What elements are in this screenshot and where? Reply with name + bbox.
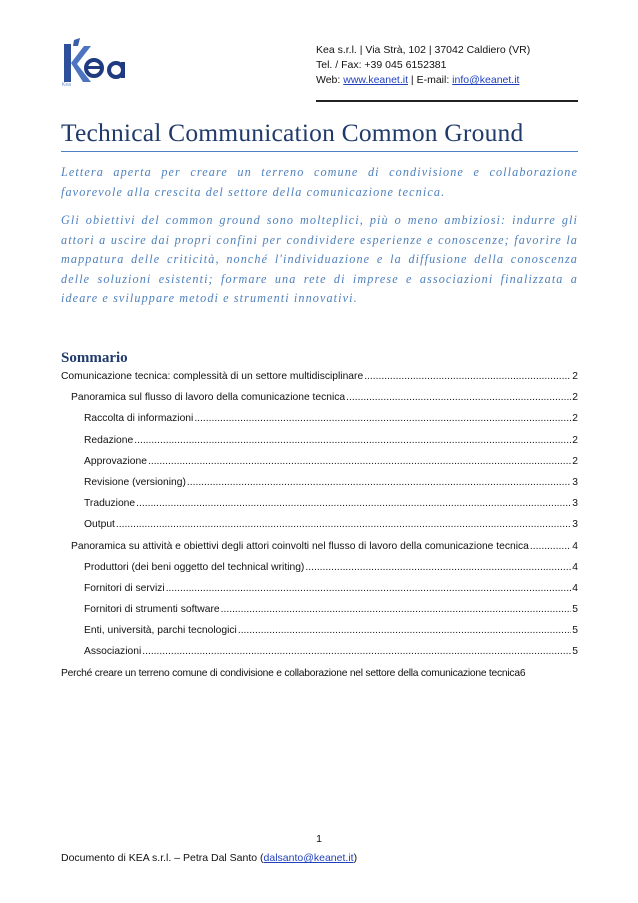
toc-entry-page: 2 — [572, 413, 578, 425]
intro-paragraph-2: Gli obiettivi del common ground sono molteplici, più o meno ambiziosi: indurre gli attori a uscire dai propri confini per condividere esperienze e conoscenze; favorire la mappatura delle criticità, nonché l'individuazione e la diffusione della conoscenza delle soluzioni esistenti; formare una rete di imprese e associazioni finalizzata a ideare e sviluppare metodi e strumenti innovativi. — [61, 213, 578, 305]
toc-entry-page: 2 — [572, 455, 578, 467]
toc-leader — [305, 562, 571, 573]
email-label: | E-mail: — [408, 74, 453, 86]
toc-leader — [142, 646, 571, 657]
kea-logo — [60, 36, 140, 88]
title-underline — [61, 151, 578, 152]
toc-entry[interactable] — [61, 541, 578, 562]
footer-text-end: ) — [353, 852, 358, 864]
web-label: Web: — [316, 74, 344, 86]
toc-title: Sommario — [61, 350, 128, 366]
toc-entry[interactable] — [61, 625, 578, 646]
toc-leader — [238, 625, 571, 636]
toc-leader — [194, 413, 571, 424]
toc-entry[interactable] — [61, 562, 578, 583]
toc-entry-label: Associazioni — [84, 646, 142, 658]
document-title: Technical Communication Common Ground — [61, 118, 524, 147]
toc-entry[interactable] — [61, 519, 578, 540]
toc-entry-page: 5 — [572, 625, 578, 637]
toc-entry[interactable] — [61, 668, 578, 689]
footer-email-link[interactable]: dalsanto@keanet.it — [263, 852, 354, 864]
toc-entry-label: Comunicazione tecnica: complessità di un settore multidisciplinare — [61, 371, 364, 382]
toc-entry[interactable] — [61, 435, 578, 456]
toc-entry[interactable] — [61, 392, 578, 413]
toc-entry-label: Fornitori di servizi — [84, 582, 165, 594]
toc-entry-page: 2 — [572, 392, 578, 404]
toc-entry[interactable] — [61, 604, 578, 625]
page-footer — [61, 852, 357, 864]
table-of-contents — [61, 371, 578, 689]
toc-entry[interactable] — [61, 646, 578, 667]
toc-entry-page: 2 — [572, 434, 578, 446]
toc-entry-label: Panoramica sul flusso di lavoro della comunicazione tecnica — [71, 392, 346, 404]
toc-entry-label: Enti, università, parchi tecnologici — [84, 625, 237, 637]
toc-entry-label: Traduzione — [84, 498, 136, 510]
toc-entry-label: Perché creare un terreno comune di condivisione e collaborazione nel settore della comunicazione tecnica — [61, 667, 520, 679]
email-link[interactable]: info@keanet.it — [452, 74, 520, 86]
toc-entry-page: 4 — [572, 540, 578, 552]
toc-entry-label: Fornitori di strumenti software — [84, 604, 220, 616]
toc-entry-page: 2 — [572, 371, 578, 382]
toc-leader — [221, 604, 572, 615]
toc-entry-label: Produttori (dei beni oggetto del technical writing) — [84, 561, 305, 573]
toc-entry-label: Redazione — [84, 434, 134, 446]
toc-entry-label: Panoramica su attività e obiettivi degli attori coinvolti nel flusso di lavoro della comunicazione tecnica — [71, 540, 529, 552]
toc-leader — [530, 541, 571, 552]
toc-leader — [136, 498, 571, 509]
toc-entry[interactable] — [61, 477, 578, 498]
toc-entry-page: 3 — [572, 519, 578, 531]
toc-entry-page: 5 — [572, 646, 578, 658]
toc-leader — [364, 371, 571, 382]
page-number: 1 — [316, 833, 322, 845]
toc-entry-label: Approvazione — [84, 455, 147, 467]
toc-entry-page: 4 — [572, 582, 578, 594]
header-divider — [316, 100, 578, 102]
logo-text: Kea — [62, 82, 71, 88]
toc-entry-page: 6 — [519, 667, 526, 679]
toc-entry-page: 4 — [572, 561, 578, 573]
toc-leader — [166, 583, 572, 594]
toc-entry-label: Revisione (versioning) — [84, 476, 186, 488]
phone-line: Tel. / Fax: +39 045 6152381 — [316, 59, 447, 71]
toc-entry-label: Output — [84, 519, 115, 531]
toc-leader — [116, 519, 571, 530]
website-link[interactable]: www.keanet.it — [343, 74, 409, 86]
toc-leader — [346, 392, 571, 403]
toc-entry[interactable] — [61, 583, 578, 604]
toc-entry-page: 3 — [572, 498, 578, 510]
toc-entry[interactable] — [61, 413, 578, 434]
toc-leader — [134, 435, 571, 446]
toc-entry[interactable] — [61, 371, 578, 392]
toc-entry[interactable] — [61, 498, 578, 519]
contact-info — [316, 43, 530, 88]
toc-entry-page: 3 — [572, 476, 578, 488]
web-email-line — [316, 73, 530, 88]
toc-leader — [187, 477, 571, 488]
footer-text: Documento di KEA s.r.l. – Petra Dal Santo ( — [61, 852, 264, 864]
toc-entry-label: Raccolta di informazioni — [84, 413, 194, 425]
address-line: Kea s.r.l. | Via Strà, 102 | 37042 Caldiero (VR) — [316, 44, 531, 56]
toc-entry[interactable] — [61, 456, 578, 477]
intro-paragraph-1: Lettera aperta per creare un terreno comune di condivisione e collaborazione favorevole alla crescita del settore della comunicazione tecnica. — [61, 165, 578, 199]
toc-leader — [148, 456, 571, 467]
toc-entry-page: 5 — [572, 604, 578, 616]
